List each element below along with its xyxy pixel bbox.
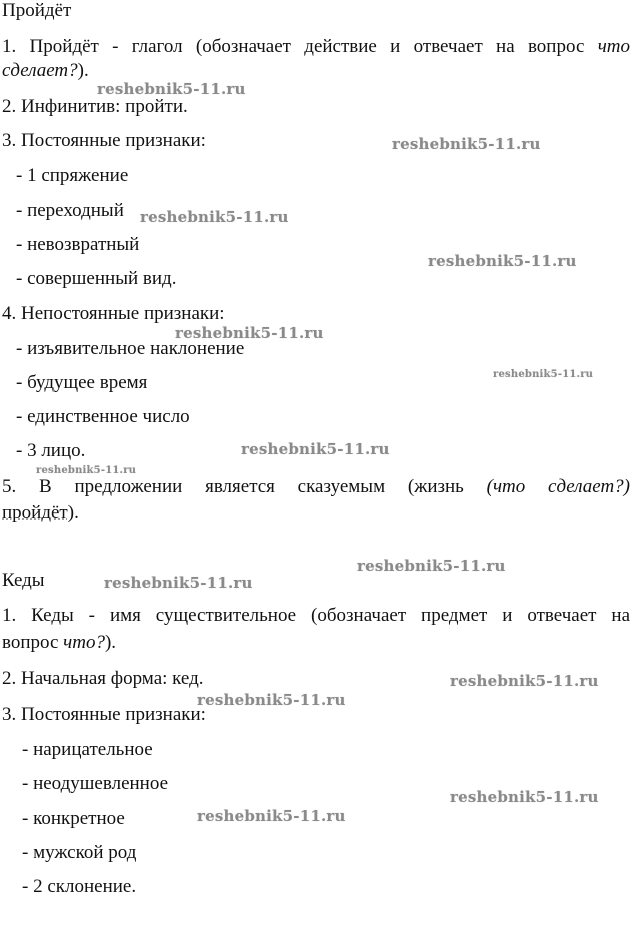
s2-const-item: - мужской род	[22, 842, 137, 863]
s1-paragraph-1-line2	[2, 60, 89, 82]
watermark: reshebnik5-11.ru	[392, 135, 541, 153]
s2-const-item: - 2 склонение.	[22, 876, 137, 897]
s1-p5-question: (что сделает?)	[486, 476, 630, 497]
s2-paragraph-1-line2	[2, 632, 116, 654]
watermark: reshebnik5-11.ru	[428, 252, 577, 270]
s1-p1-end: ).	[77, 60, 89, 81]
s1-paragraph-3: 3. Постоянные признаки:	[2, 130, 206, 151]
s2-const-item: - неодушевленное	[22, 773, 168, 794]
s2-p1-end: ).	[104, 632, 117, 653]
s1-nonconst-item: - 3 лицо.	[16, 440, 86, 461]
watermark: reshebnik5-11.ru	[197, 807, 346, 825]
watermark: reshebnik5-11.ru	[493, 369, 594, 380]
s1-p1-question-part2: сделает?	[2, 60, 78, 81]
watermark: reshebnik5-11.ru	[175, 324, 324, 342]
s1-paragraph-2: 2. Инфинитив: пройти.	[2, 96, 188, 117]
s2-p1-question: что?	[63, 632, 105, 653]
s1-nonconst-item: - единственное число	[16, 406, 190, 427]
watermark: reshebnik5-11.ru	[450, 672, 599, 690]
watermark: reshebnik5-11.ru	[197, 691, 346, 709]
s1-paragraph-5-line2	[2, 502, 79, 524]
watermark: reshebnik5-11.ru	[241, 440, 390, 458]
s1-p5-word: пройдёт	[2, 502, 68, 523]
watermark: reshebnik5-11.ru	[97, 80, 246, 98]
s1-p1-text: 1. Пройдёт - глагол (обозначает действие и отвечает на вопрос	[2, 36, 585, 57]
s1-paragraph-1-line1	[2, 36, 630, 58]
s1-p5-end: ).	[67, 502, 79, 523]
s2-const-item: - нарицательное	[22, 739, 153, 760]
s1-p5-text: 5. В предложении является сказуемым (жизнь	[2, 476, 464, 497]
s2-paragraph-3: 3. Постоянные признаки:	[2, 704, 206, 725]
watermark: reshebnik5-11.ru	[450, 788, 599, 806]
watermark: reshebnik5-11.ru	[357, 557, 506, 575]
watermark: reshebnik5-11.ru	[36, 465, 137, 476]
s2-p1-prefix: вопрос	[2, 632, 59, 653]
watermark: reshebnik5-11.ru	[140, 208, 289, 226]
s1-paragraph-4: 4. Непостоянные признаки:	[2, 303, 225, 324]
section-title-proydet: Пройдёт	[2, 0, 72, 21]
s1-nonconst-item: - будущее время	[16, 372, 148, 393]
section-title-kedy: Кеды	[2, 570, 45, 591]
s1-p1-question-part1: что	[597, 36, 630, 57]
s2-paragraph-1-line1: 1. Кеды - имя существительное (обозначает предмет и отвечает на	[2, 605, 630, 626]
s2-paragraph-2: 2. Начальная форма: кед.	[2, 668, 204, 689]
s1-const-item: - 1 спряжение	[16, 165, 129, 186]
s2-const-item: - конкретное	[22, 808, 125, 829]
s1-const-item: - невозвратный	[16, 234, 140, 255]
watermark: reshebnik5-11.ru	[104, 574, 253, 592]
s1-const-item: - совершенный вид.	[16, 268, 177, 289]
s1-nonconst-item: - изъявительное наклонение	[16, 338, 245, 359]
s1-const-item: - переходный	[16, 200, 124, 221]
